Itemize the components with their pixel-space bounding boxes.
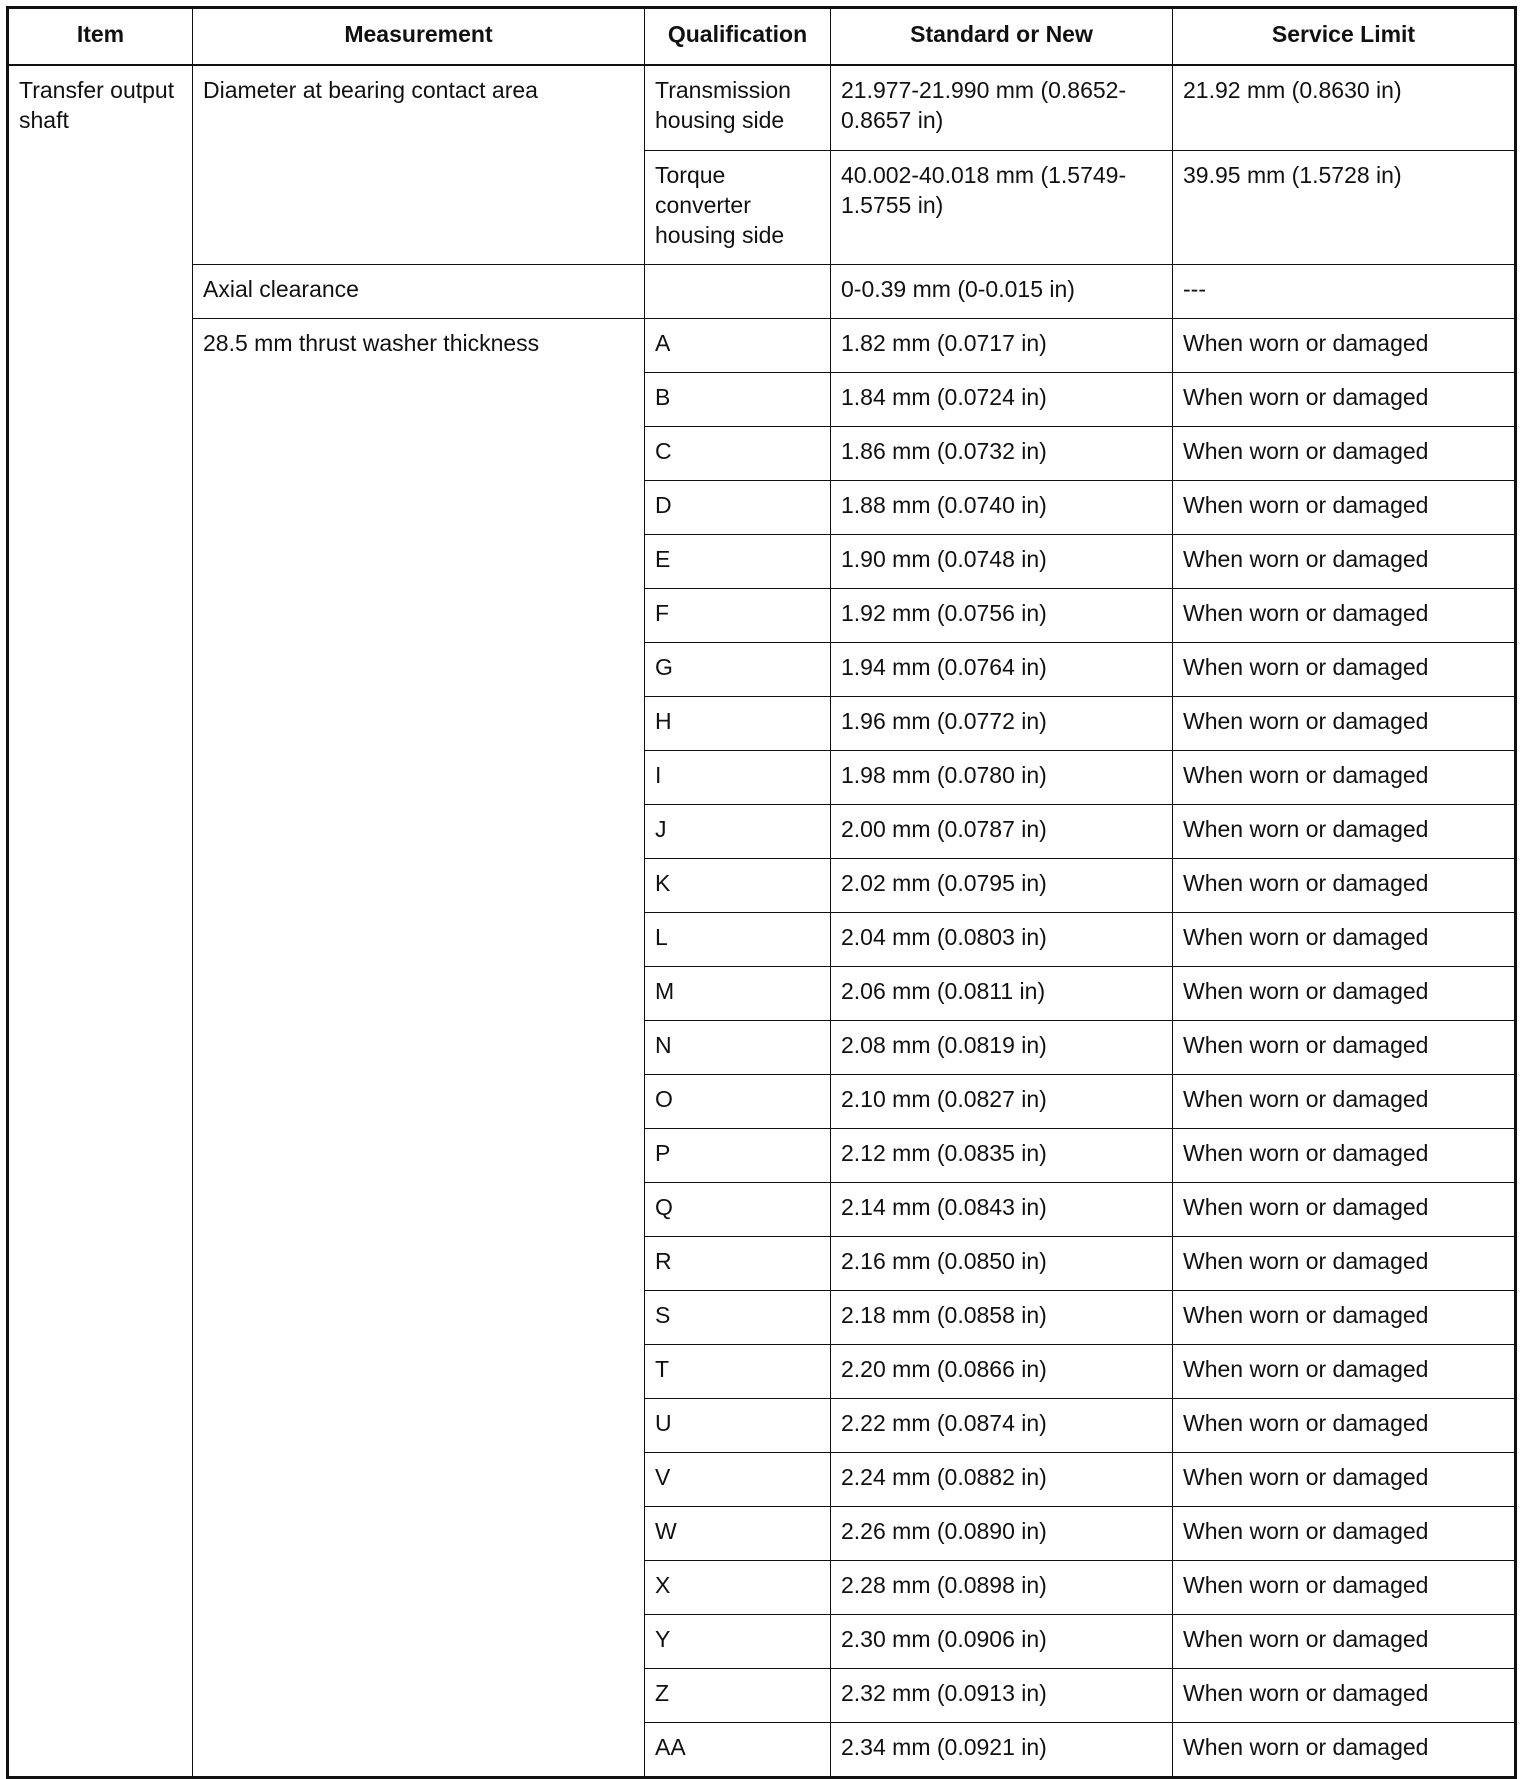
service-limit-cell: When worn or damaged [1173, 1345, 1516, 1399]
standard-cell: 0-0.39 mm (0-0.015 in) [831, 265, 1173, 319]
qualification-cell: T [645, 1345, 831, 1399]
service-limit-cell: When worn or damaged [1173, 859, 1516, 913]
service-limit-cell: When worn or damaged [1173, 1453, 1516, 1507]
spec-table-container [6, 6, 1517, 1779]
qualification-cell: Z [645, 1669, 831, 1723]
service-limit-cell: When worn or damaged [1173, 913, 1516, 967]
header-item: Item [8, 8, 193, 66]
standard-cell: 1.94 mm (0.0764 in) [831, 643, 1173, 697]
qualification-cell: G [645, 643, 831, 697]
qualification-cell: U [645, 1399, 831, 1453]
service-limit-cell: When worn or damaged [1173, 1237, 1516, 1291]
qualification-cell: X [645, 1561, 831, 1615]
measurement-cell: Diameter at bearing contact area [193, 65, 645, 265]
standard-cell: 2.00 mm (0.0787 in) [831, 805, 1173, 859]
service-limit-cell: When worn or damaged [1173, 319, 1516, 373]
qualification-cell: Transmission housing side [645, 65, 831, 151]
qualification-cell: N [645, 1021, 831, 1075]
standard-cell: 2.16 mm (0.0850 in) [831, 1237, 1173, 1291]
service-limit-cell: When worn or damaged [1173, 1021, 1516, 1075]
qualification-cell: K [645, 859, 831, 913]
standard-cell: 2.34 mm (0.0921 in) [831, 1723, 1173, 1778]
service-limit-cell: When worn or damaged [1173, 1291, 1516, 1345]
standard-cell: 1.88 mm (0.0740 in) [831, 481, 1173, 535]
header-service-limit: Service Limit [1173, 8, 1516, 66]
standard-cell: 40.002-40.018 mm (1.5749-1.5755 in) [831, 151, 1173, 265]
qualification-cell: L [645, 913, 831, 967]
service-limit-cell: When worn or damaged [1173, 1561, 1516, 1615]
qualification-cell: Q [645, 1183, 831, 1237]
measurement-cell: 28.5 mm thrust washer thickness [193, 319, 645, 1778]
service-limit-cell: When worn or damaged [1173, 805, 1516, 859]
qualification-cell: W [645, 1507, 831, 1561]
standard-cell: 1.90 mm (0.0748 in) [831, 535, 1173, 589]
service-limit-cell: When worn or damaged [1173, 1615, 1516, 1669]
standard-cell: 2.10 mm (0.0827 in) [831, 1075, 1173, 1129]
standard-cell: 2.12 mm (0.0835 in) [831, 1129, 1173, 1183]
service-limit-cell: When worn or damaged [1173, 1399, 1516, 1453]
standard-cell: 1.86 mm (0.0732 in) [831, 427, 1173, 481]
service-limit-cell: When worn or damaged [1173, 589, 1516, 643]
service-limit-cell: When worn or damaged [1173, 1129, 1516, 1183]
qualification-cell: J [645, 805, 831, 859]
qualification-cell: R [645, 1237, 831, 1291]
measurement-cell: Axial clearance [193, 265, 645, 319]
standard-cell: 2.02 mm (0.0795 in) [831, 859, 1173, 913]
service-limit-cell: When worn or damaged [1173, 535, 1516, 589]
standard-cell: 1.82 mm (0.0717 in) [831, 319, 1173, 373]
service-limit-cell: When worn or damaged [1173, 967, 1516, 1021]
standard-cell: 2.06 mm (0.0811 in) [831, 967, 1173, 1021]
qualification-cell: P [645, 1129, 831, 1183]
standard-cell: 1.84 mm (0.0724 in) [831, 373, 1173, 427]
standard-cell: 2.18 mm (0.0858 in) [831, 1291, 1173, 1345]
standard-cell: 1.98 mm (0.0780 in) [831, 751, 1173, 805]
qualification-cell: B [645, 373, 831, 427]
qualification-cell: Torque converter housing side [645, 151, 831, 265]
standard-cell: 2.24 mm (0.0882 in) [831, 1453, 1173, 1507]
qualification-cell: V [645, 1453, 831, 1507]
qualification-cell: I [645, 751, 831, 805]
qualification-cell: M [645, 967, 831, 1021]
header-qualification: Qualification [645, 8, 831, 66]
standard-cell: 21.977-21.990 mm (0.8652-0.8657 in) [831, 65, 1173, 151]
item-cell: Transfer output shaft [8, 65, 193, 1778]
service-limit-cell: When worn or damaged [1173, 481, 1516, 535]
qualification-cell: C [645, 427, 831, 481]
service-limit-cell: 21.92 mm (0.8630 in) [1173, 65, 1516, 151]
table-row [8, 265, 1516, 319]
service-limit-cell: When worn or damaged [1173, 1075, 1516, 1129]
qualification-cell: O [645, 1075, 831, 1129]
service-limit-cell: --- [1173, 265, 1516, 319]
standard-cell: 2.08 mm (0.0819 in) [831, 1021, 1173, 1075]
service-limit-cell: When worn or damaged [1173, 751, 1516, 805]
standard-cell: 2.14 mm (0.0843 in) [831, 1183, 1173, 1237]
qualification-cell [645, 265, 831, 319]
service-limit-cell: When worn or damaged [1173, 1183, 1516, 1237]
header-measurement: Measurement [193, 8, 645, 66]
standard-cell: 2.04 mm (0.0803 in) [831, 913, 1173, 967]
standard-cell: 2.26 mm (0.0890 in) [831, 1507, 1173, 1561]
qualification-cell: E [645, 535, 831, 589]
qualification-cell: A [645, 319, 831, 373]
header-row [8, 8, 1516, 66]
qualification-cell: Y [645, 1615, 831, 1669]
service-limit-cell: 39.95 mm (1.5728 in) [1173, 151, 1516, 265]
table-row [8, 319, 1516, 373]
qualification-cell: F [645, 589, 831, 643]
service-limit-cell: When worn or damaged [1173, 1723, 1516, 1778]
qualification-cell: D [645, 481, 831, 535]
qualification-cell: H [645, 697, 831, 751]
standard-cell: 1.92 mm (0.0756 in) [831, 589, 1173, 643]
qualification-cell: S [645, 1291, 831, 1345]
standard-cell: 2.28 mm (0.0898 in) [831, 1561, 1173, 1615]
service-limit-cell: When worn or damaged [1173, 1669, 1516, 1723]
service-limit-cell: When worn or damaged [1173, 643, 1516, 697]
qualification-cell: AA [645, 1723, 831, 1778]
service-limit-cell: When worn or damaged [1173, 697, 1516, 751]
service-limit-cell: When worn or damaged [1173, 373, 1516, 427]
service-limit-cell: When worn or damaged [1173, 1507, 1516, 1561]
standard-cell: 2.32 mm (0.0913 in) [831, 1669, 1173, 1723]
standard-cell: 1.96 mm (0.0772 in) [831, 697, 1173, 751]
service-limit-cell: When worn or damaged [1173, 427, 1516, 481]
header-standard: Standard or New [831, 8, 1173, 66]
standard-cell: 2.20 mm (0.0866 in) [831, 1345, 1173, 1399]
table-row [8, 65, 1516, 151]
standard-cell: 2.30 mm (0.0906 in) [831, 1615, 1173, 1669]
spec-table [6, 6, 1517, 1779]
standard-cell: 2.22 mm (0.0874 in) [831, 1399, 1173, 1453]
